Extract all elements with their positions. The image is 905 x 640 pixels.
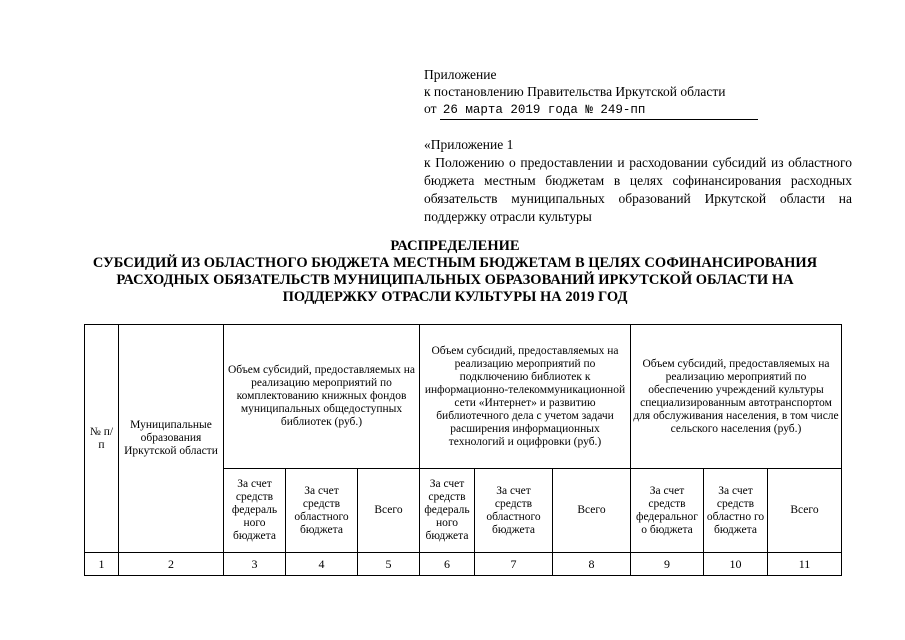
header-row-groups: [85, 325, 842, 469]
group-header-internet: Объем субсидий, предоставляемых на реализацию мероприятий по подключению библиотек к информационно-телекоммуникационной сети «Интернет» и развитию библиотечного дела с учетом задачи расширения информационных технологий и оцифровки (руб.): [420, 325, 631, 469]
subheader-federal-3: За счет средств федеральног о бюджета: [631, 469, 704, 553]
appendix-date-line: [424, 100, 864, 120]
appendix-resolution: к постановлению Правительства Иркутской области: [424, 84, 726, 99]
group-header-transport: Объем субсидий, предоставляемых на реализацию мероприятий по обеспечению учреждений культуры специализированным автотранспортом для обслуживания населения, в том числе сельского населения (руб.): [631, 325, 842, 469]
column-number: 7: [475, 553, 553, 576]
appendix-header: [424, 66, 864, 120]
column-number: 3: [224, 553, 286, 576]
reference-body: к Положению о предоставлении и расходовании субсидий из областного бюджета местным бюджетам в целях софинансирования расходных обязательств муниципальных образований Иркутской области на поддержку отрасли культуры: [424, 155, 852, 224]
subheader-regional-2: За счет средств областного бюджета: [475, 469, 553, 553]
title-line-3: РАСХОДНЫХ ОБЯЗАТЕЛЬСТВ МУНИЦИПАЛЬНЫХ ОБРАЗОВАНИЙ ИРКУТСКОЙ ОБЛАСТИ НА: [116, 272, 794, 288]
order-number: 26 марта 2019 года № 249-пп: [440, 102, 758, 120]
distribution-table: [84, 324, 842, 576]
title-line-1: РАСПРЕДЕЛЕНИЕ: [390, 238, 520, 254]
column-number: 11: [768, 553, 842, 576]
title-line-2: СУБСИДИЙ ИЗ ОБЛАСТНОГО БЮДЖЕТА МЕСТНЫМ БЮДЖЕТАМ В ЦЕЛЯХ СОФИНАНСИРОВАНИЯ: [92, 255, 818, 271]
appendix-label: Приложение: [424, 67, 497, 82]
subheader-federal-2: За счет средств федераль ного бюджета: [420, 469, 475, 553]
column-number: 8: [553, 553, 631, 576]
column-number-row: [85, 553, 842, 576]
column-number: 5: [358, 553, 420, 576]
column-number: 10: [704, 553, 768, 576]
appendix-date-prefix: от: [424, 101, 437, 116]
column-number: 1: [85, 553, 119, 576]
group-header-books: Объем субсидий, предоставляемых на реализацию мероприятий по комплектованию книжных фондов муниципальных общедоступных библиотек (руб.): [224, 325, 420, 469]
subheader-total-2: Всего: [553, 469, 631, 553]
column-number: 2: [119, 553, 224, 576]
subheader-federal-1: За счет средств федераль ного бюджета: [224, 469, 286, 553]
title-line-4: ПОДДЕРЖКУ ОТРАСЛИ КУЛЬТУРЫ НА 2019 ГОД: [282, 289, 628, 305]
col-header-municipality: Муниципальные образования Иркутской области: [119, 325, 224, 553]
reference-title: «Приложение 1: [424, 137, 514, 152]
col-header-number: № п/п: [85, 325, 119, 553]
reference-block: [424, 136, 852, 226]
column-number: 9: [631, 553, 704, 576]
subheader-total-3: Всего: [768, 469, 842, 553]
column-number: 4: [286, 553, 358, 576]
column-number: 6: [420, 553, 475, 576]
subheader-regional-3: За счет средств областно го бюджета: [704, 469, 768, 553]
subheader-total-1: Всего: [358, 469, 420, 553]
document-title: [60, 238, 850, 306]
subheader-regional-1: За счет средств областного бюджета: [286, 469, 358, 553]
